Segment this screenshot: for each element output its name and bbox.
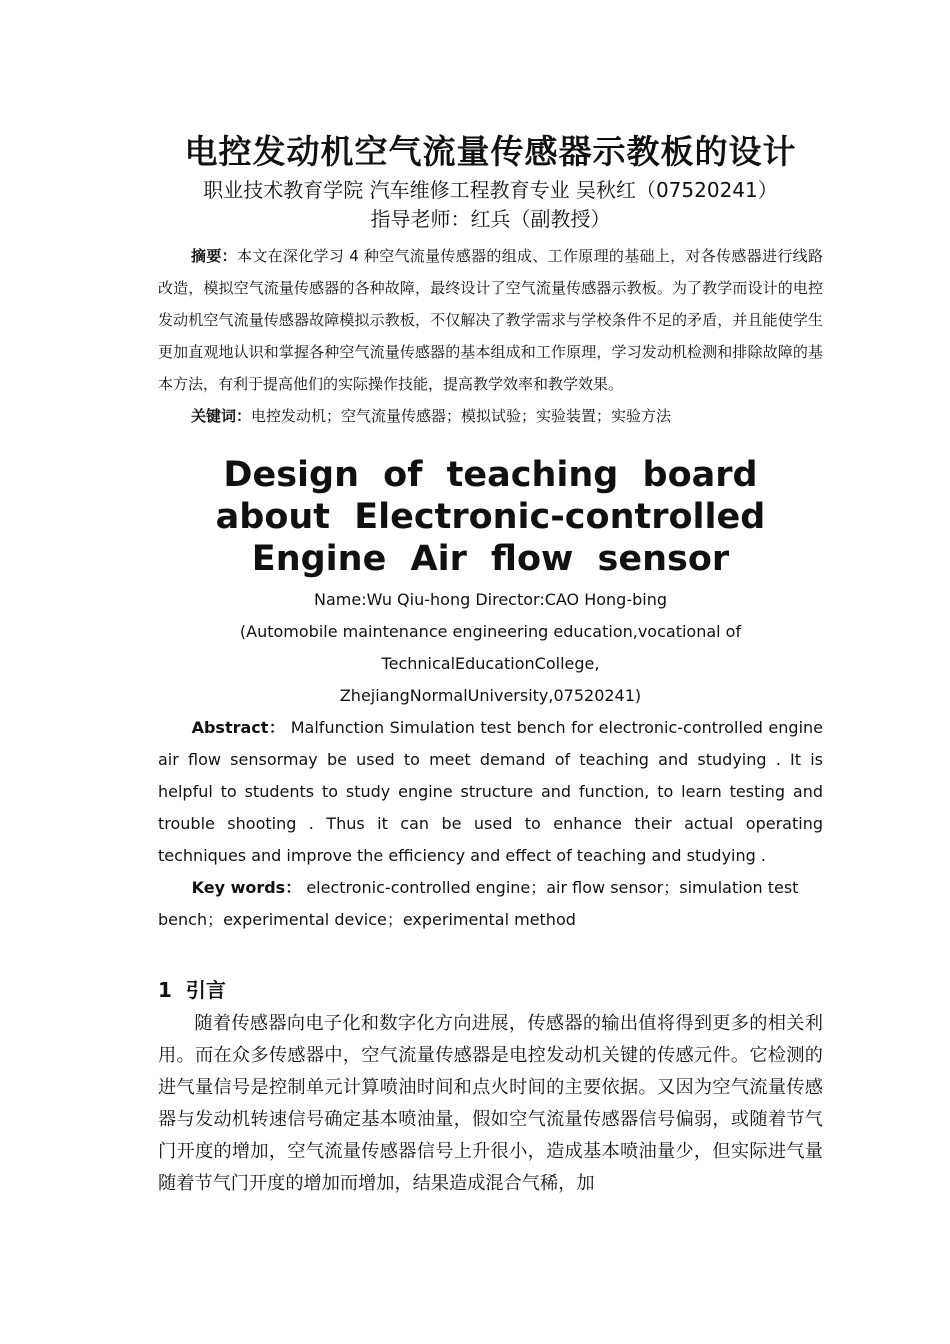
cn-keywords-label: 关键词： bbox=[191, 407, 252, 425]
en-keywords-text: electronic-controlled engine；air flow sensor；simulation test bench；experimental device；experimental method bbox=[158, 878, 799, 929]
section-title: 引言 bbox=[185, 978, 226, 1002]
paper-page bbox=[158, 128, 823, 1200]
cn-abstract bbox=[158, 240, 823, 400]
en-abstract-text: Malfunction Simulation test bench for electronic-controlled engine air flow sensormay be used to meet demand of teaching and studying . It is helpful to students to study engine structure and function, to learn testing and trouble shooting . Thus it can be used to enhance their actual operating techniques and improve the efficiency and effect of teaching and studying . bbox=[158, 718, 823, 865]
section-heading bbox=[158, 974, 823, 1006]
section-paragraph: 随着传感器向电子化和数字化方向进展，传感器的输出值将得到更多的相关利用。而在众多传感器中，空气流量传感器是电控发动机关键的传感元件。它检测的进气量信号是控制单元计算喷油时间和点火时间的主要依据。又因为空气流量传感器与发动机转速信号确定基本喷油量，假如空气流量传感器信号偏弱，或随着节气门开度的增加，空气流量传感器信号上升很小，造成基本喷油量少，但实际进气量随着节气门开度的增加而增加，结果造成混合气稀，加 bbox=[158, 1013, 823, 1194]
en-affiliation-line: (Automobile maintenance engineering education,vocational of bbox=[239, 622, 742, 641]
en-title bbox=[158, 454, 823, 580]
en-keywords bbox=[158, 872, 823, 936]
en-title-line: Engine Air flow sensor bbox=[251, 539, 730, 579]
cn-advisor-line: 指导老师：红兵（副教授） bbox=[370, 207, 611, 231]
en-title-line: Design of teaching board bbox=[223, 455, 758, 495]
en-keywords-label: Key words： bbox=[191, 878, 302, 897]
en-affiliation-line: ZhejiangNormalUniversity,07520241) bbox=[339, 686, 642, 705]
section-number: 1 bbox=[158, 978, 172, 1002]
cn-keywords-text: 电控发动机；空气流量传感器；模拟试验；实验装置；实验方法 bbox=[251, 407, 672, 425]
en-affiliation-line: TechnicalEducationCollege, bbox=[381, 654, 600, 673]
en-title-line: about Electronic-controlled bbox=[215, 497, 766, 537]
en-abstract-label: Abstract： bbox=[191, 718, 286, 737]
en-name-line: Name:Wu Qiu-hong Director:CAO Hong-bing bbox=[313, 590, 668, 609]
cn-keywords bbox=[158, 400, 823, 432]
cn-title: 电控发动机空气流量传感器示教板的设计 bbox=[184, 132, 797, 171]
cn-author-line: 职业技术教育学院 汽车维修工程教育专业 吴秋红（07520241） bbox=[203, 178, 778, 202]
cn-abstract-label: 摘要： bbox=[191, 247, 237, 265]
en-abstract bbox=[158, 712, 823, 872]
cn-abstract-text: 本文在深化学习 4 种空气流量传感器的组成、工作原理的基础上，对各传感器进行线路改造，模拟空气流量传感器的各种故障，最终设计了空气流量传感器示教板。为了教学而设计的电控发动机空气流量传感器故障模拟示教板，不仅解决了教学需求与学校条件不足的矛盾，并且能使学生更加直观地认识和掌握各种空气流量传感器的基本组成和工作原理，学习发动机检测和排除故障的基本方法，有利于提高他们的实际操作技能，提高教学效率和教学效果。 bbox=[158, 247, 823, 393]
